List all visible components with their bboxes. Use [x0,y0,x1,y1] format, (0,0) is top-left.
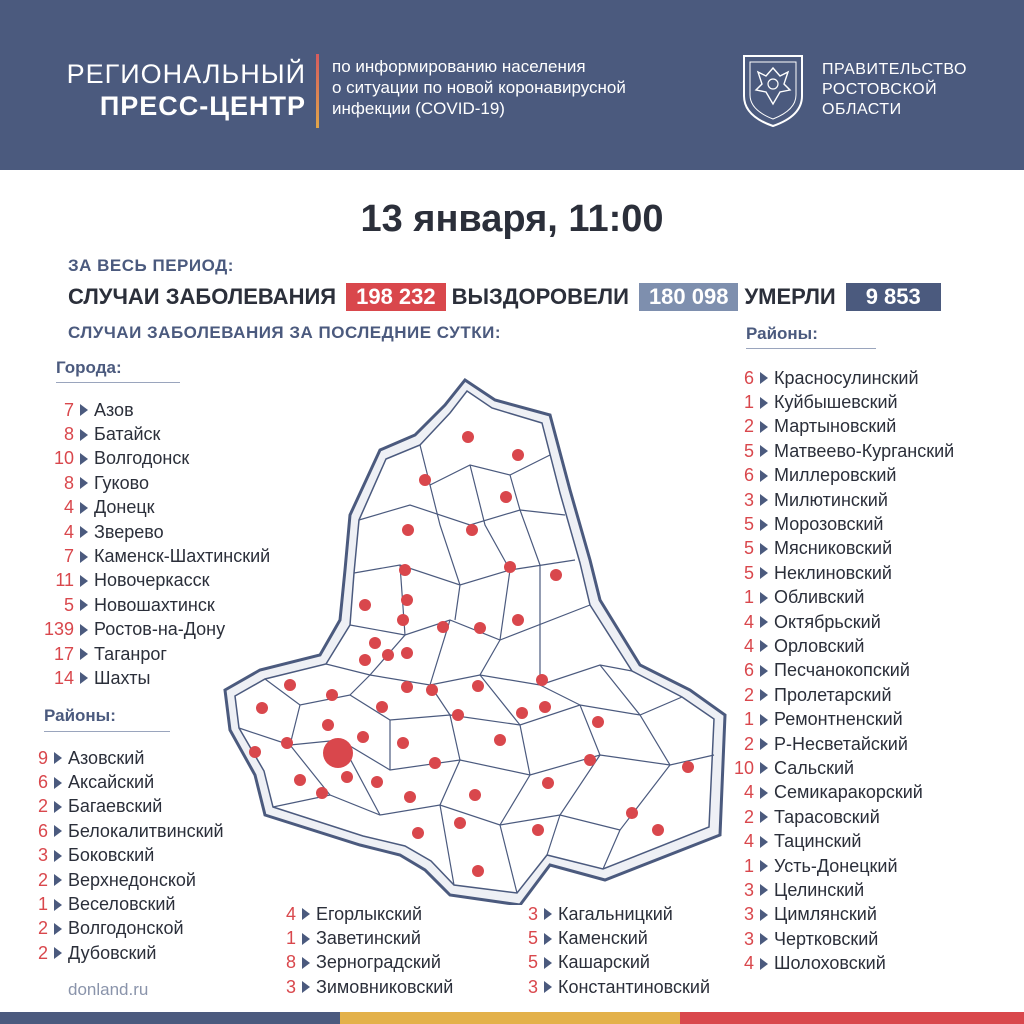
list-item [20,892,224,916]
case-count: 2 [743,806,754,827]
case-count: 5 [743,440,754,461]
list-item [726,415,954,439]
title-line-1: РЕГИОНАЛЬНЫЙ [66,59,306,89]
locality-name: Константиновский [558,976,711,997]
case-count: 6 [743,367,754,388]
list-item [270,975,453,999]
triangle-arrow-icon [80,599,88,611]
list-item [726,659,954,683]
case-count: 2 [743,733,754,754]
gov-line-3: ОБЛАСТИ [822,101,902,118]
locality-name: Зерноградский [316,952,441,973]
locality-name: Донецк [94,497,155,518]
locality-name: Пролетарский [774,684,892,705]
list-item [726,439,954,463]
triangle-arrow-icon [760,592,768,604]
case-count: 6 [743,660,754,681]
header-banner [0,0,1024,170]
triangle-arrow-icon [80,502,88,514]
locality-name: Чертковский [774,928,879,949]
districts-list-right [726,366,954,976]
triangle-arrow-icon [54,850,62,862]
header-divider [316,54,319,128]
case-count: 6 [37,772,48,793]
case-count: 3 [527,903,538,924]
cities-heading: Города: [56,358,122,377]
triangle-arrow-icon [544,933,552,945]
locality-name: Заветинский [316,928,421,949]
case-count: 3 [743,928,754,949]
list-item [726,390,954,414]
case-count: 1 [37,894,48,915]
locality-name: Октябрьский [774,611,881,632]
recovered-label: ВЫЗДОРОВЕЛИ [451,284,629,309]
locality-name: Зверево [94,521,164,542]
case-count: 1 [743,587,754,608]
triangle-arrow-icon [80,477,88,489]
locality-name: Кашарский [558,952,650,973]
locality-name: Новочеркасск [94,570,210,591]
triangle-arrow-icon [760,421,768,433]
case-count: 4 [743,953,754,974]
locality-name: Миллеровский [774,465,897,486]
locality-name: Каменск-Шахтинский [94,546,271,567]
triangle-arrow-icon [54,752,62,764]
case-count: 6 [743,465,754,486]
case-count: 14 [53,667,74,688]
subtitle-line-1: по информированию населения [332,57,586,76]
footer-bar-navy [0,1012,340,1024]
triangle-arrow-icon [760,372,768,384]
locality-name: Целинский [774,879,865,900]
case-count: 4 [743,831,754,852]
triangle-arrow-icon [80,624,88,636]
list-item [20,746,224,770]
locality-name: Мясниковский [774,538,893,559]
list-item [726,854,954,878]
triangle-arrow-icon [760,836,768,848]
case-count: 5 [527,928,538,949]
triangle-arrow-icon [760,689,768,701]
triangle-arrow-icon [54,947,62,959]
triangle-arrow-icon [760,445,768,457]
triangle-arrow-icon [80,575,88,587]
locality-name: Батайск [94,424,161,445]
triangle-arrow-icon [80,429,88,441]
case-count: 10 [53,448,74,469]
cases-badge: 198 232 [346,283,446,311]
triangle-arrow-icon [760,543,768,555]
list-item [270,926,453,950]
case-count: 139 [43,619,74,640]
triangle-arrow-icon [544,957,552,969]
press-center-title [56,58,306,122]
case-count: 9 [37,747,48,768]
triangle-arrow-icon [80,551,88,563]
triangle-arrow-icon [54,874,62,886]
locality-name: Тарасовский [774,806,880,827]
header-subtitle [332,56,712,119]
triangle-arrow-icon [760,787,768,799]
triangle-arrow-icon [760,909,768,921]
case-count: 3 [743,904,754,925]
case-count: 11 [55,570,74,591]
list-item [726,586,954,610]
triangle-arrow-icon [760,714,768,726]
case-count: 7 [63,546,74,567]
case-count: 2 [37,869,48,890]
case-count: 4 [285,903,296,924]
triangle-arrow-icon [80,672,88,684]
footer-bar-red [680,1012,1024,1024]
locality-name: Волгодонск [94,448,190,469]
triangle-arrow-icon [54,899,62,911]
triangle-arrow-icon [760,958,768,970]
list-item [512,902,710,926]
triangle-arrow-icon [760,738,768,750]
list-item [270,902,453,926]
case-count: 1 [743,392,754,413]
locality-name: Усть-Донецкий [774,855,898,876]
districts-list-left [20,746,224,966]
died-badge: 9 853 [846,283,941,311]
daily-label: СЛУЧАИ ЗАБОЛЕВАНИЯ ЗА ПОСЛЕДНИЕ СУТКИ: [68,323,502,342]
locality-name: Куйбышевский [774,392,898,413]
coat-of-arms-icon [740,52,806,128]
list-item [726,732,954,756]
triangle-arrow-icon [54,801,62,813]
list-item [726,537,954,561]
case-count: 10 [733,757,754,778]
case-count: 4 [743,611,754,632]
list-item [726,756,954,780]
gov-line-1: ПРАВИТЕЛЬСТВО [822,61,967,78]
districts-list-mid1 [270,902,453,1000]
list-item [20,819,224,843]
locality-name: Семикаракорский [774,782,923,803]
list-item [726,464,954,488]
cities-heading-rule [56,382,180,383]
list-item [726,805,954,829]
locality-name: Веселовский [68,894,176,915]
triangle-arrow-icon [760,470,768,482]
locality-name: Верхнедонской [68,869,196,890]
list-item [726,634,954,658]
list-item [726,951,954,975]
list-item [726,829,954,853]
list-item [726,488,954,512]
locality-name: Сальский [774,757,855,778]
cases-label: СЛУЧАИ ЗАБОЛЕВАНИЯ [68,284,337,309]
totals-row [68,282,947,312]
list-item [726,683,954,707]
triangle-arrow-icon [544,908,552,920]
triangle-arrow-icon [760,933,768,945]
case-count: 3 [743,489,754,510]
locality-name: Цимлянский [774,904,877,925]
locality-name: Матвеево-Курганский [774,440,955,461]
districts-heading-right-rule [746,348,876,349]
locality-name: Таганрог [94,643,167,664]
list-item [512,975,710,999]
triangle-arrow-icon [760,616,768,628]
locality-name: Зимовниковский [316,976,454,997]
triangle-arrow-icon [80,404,88,416]
list-item [20,844,224,868]
locality-name: Орловский [774,635,865,656]
footer-color-bar [0,1012,1024,1024]
triangle-arrow-icon [544,981,552,993]
case-count: 3 [527,976,538,997]
locality-name: Тацинский [774,831,862,852]
list-item [20,770,224,794]
case-count: 4 [743,782,754,803]
government-name [822,60,967,120]
case-count: 5 [527,952,538,973]
case-count: 2 [743,416,754,437]
triangle-arrow-icon [80,526,88,538]
list-item [20,868,224,892]
list-item [726,903,954,927]
case-count: 2 [37,918,48,939]
triangle-arrow-icon [302,957,310,969]
list-item [726,366,954,390]
died-label: УМЕРЛИ [744,284,836,309]
locality-name: Шолоховский [774,953,886,974]
locality-name: Красносулинский [774,367,919,388]
case-count: 1 [285,928,296,949]
gov-line-2: РОСТОВСКОЙ [822,81,938,98]
triangle-arrow-icon [760,640,768,652]
title-line-2: ПРЕСС-ЦЕНТР [99,91,306,121]
case-count: 5 [743,562,754,583]
triangle-arrow-icon [80,453,88,465]
locality-name: Обливский [774,587,865,608]
locality-name: Дубовский [68,942,157,963]
locality-name: Каменский [558,928,648,949]
triangle-arrow-icon [54,923,62,935]
footer-url[interactable]: donland.ru [68,980,149,999]
list-item [726,878,954,902]
districts-heading-left: Районы: [44,706,116,725]
locality-name: Морозовский [774,514,884,535]
locality-name: Р-Несветайский [774,733,908,754]
triangle-arrow-icon [54,825,62,837]
case-count: 5 [63,594,74,615]
districts-heading-right: Районы: [746,324,818,343]
triangle-arrow-icon [302,908,310,920]
locality-name: Гуково [94,472,150,493]
case-count: 4 [743,635,754,656]
case-count: 5 [743,514,754,535]
triangle-arrow-icon [760,884,768,896]
case-count: 7 [63,399,74,420]
case-count: 4 [63,497,74,518]
locality-name: Волгодонской [68,918,184,939]
report-date: 13 января, 11:00 [360,198,664,240]
triangle-arrow-icon [760,519,768,531]
subtitle-line-2: о ситуации по новой коронавирусной [332,78,626,97]
list-item [726,561,954,585]
locality-name: Азовский [68,747,145,768]
case-count: 4 [63,521,74,542]
triangle-arrow-icon [54,777,62,789]
triangle-arrow-icon [302,981,310,993]
list-item [726,781,954,805]
case-count: 2 [37,942,48,963]
triangle-arrow-icon [760,860,768,872]
case-count: 2 [37,796,48,817]
list-item [726,610,954,634]
case-count: 1 [743,709,754,730]
case-count: 2 [743,684,754,705]
case-count: 5 [743,538,754,559]
case-count: 6 [37,820,48,841]
locality-name: Неклиновский [774,562,892,583]
triangle-arrow-icon [302,933,310,945]
locality-name: Багаевский [68,796,163,817]
list-item [512,926,710,950]
locality-name: Ростов-на-Дону [94,619,226,640]
locality-name: Боковский [68,845,155,866]
locality-name: Новошахтинск [94,594,215,615]
recovered-badge: 180 098 [639,283,739,311]
case-count: 3 [37,845,48,866]
list-item [726,927,954,951]
locality-name: Мартыновский [774,416,897,437]
region-map [220,375,730,905]
locality-name: Егорлыкский [316,903,423,924]
triangle-arrow-icon [80,648,88,660]
districts-heading-left-rule [44,731,170,732]
case-count: 8 [285,952,296,973]
locality-name: Кагальницкий [558,903,673,924]
list-item [20,917,224,941]
case-count: 8 [63,472,74,493]
districts-list-mid2 [512,902,710,1000]
period-label: ЗА ВЕСЬ ПЕРИОД: [68,256,234,275]
case-count: 1 [743,855,754,876]
locality-name: Ремонтненский [774,709,903,730]
triangle-arrow-icon [760,567,768,579]
locality-name: Азов [94,399,134,420]
locality-name: Милютинский [774,489,888,510]
list-item [270,951,453,975]
triangle-arrow-icon [760,494,768,506]
triangle-arrow-icon [760,397,768,409]
case-count: 3 [285,976,296,997]
list-item [20,941,224,965]
case-count: 17 [53,643,74,664]
locality-name: Белокалитвинский [68,820,224,841]
case-count: 3 [743,879,754,900]
subtitle-line-3: инфекции (COVID-19) [332,99,505,118]
case-count: 8 [63,424,74,445]
triangle-arrow-icon [760,811,768,823]
locality-name: Шахты [94,667,151,688]
locality-name: Песчанокопский [774,660,910,681]
list-item [20,795,224,819]
list-item [726,512,954,536]
locality-name: Аксайский [68,772,155,793]
list-item [726,707,954,731]
list-item [512,951,710,975]
triangle-arrow-icon [760,665,768,677]
footer-bar-gold [340,1012,680,1024]
triangle-arrow-icon [760,762,768,774]
